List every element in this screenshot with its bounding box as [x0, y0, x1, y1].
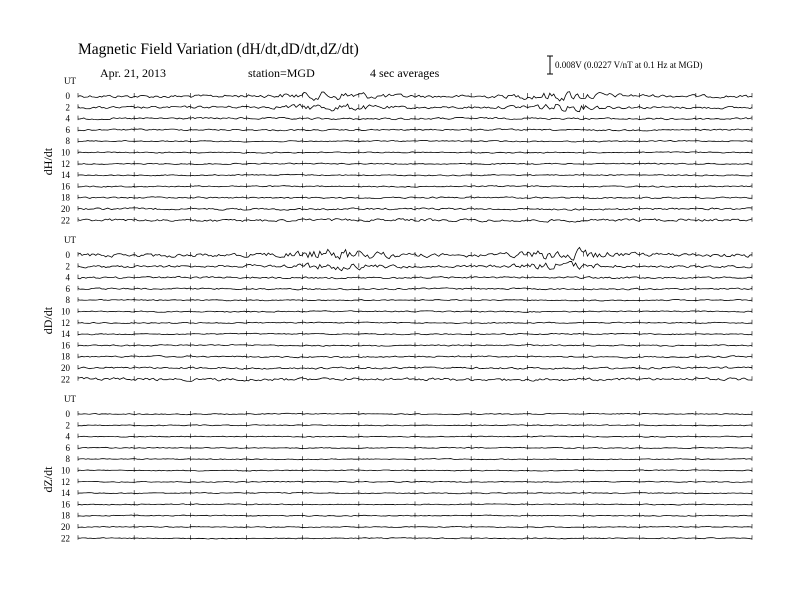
- row-hour-label: 14: [61, 170, 70, 181]
- trace-row: [66, 91, 753, 101]
- row-hour-label: 2: [65, 261, 70, 272]
- row-hour-label: 14: [61, 488, 70, 499]
- trace-row: [61, 159, 752, 169]
- row-hour-label: 12: [61, 317, 70, 328]
- trace-row: [61, 488, 752, 498]
- trace-row: [66, 284, 753, 294]
- row-hour-label: 18: [61, 351, 70, 362]
- trace-row: [66, 432, 753, 442]
- row-hour-label: 0: [65, 250, 70, 260]
- y-axis-label: dD/dt: [41, 306, 55, 335]
- scale-label: 0.008V (0.0227 V/nT at 0.1 Hz at MGD): [555, 60, 703, 70]
- panel-dz-dt: [41, 394, 752, 543]
- trace-row: [61, 215, 752, 225]
- row-hour-label: 4: [65, 113, 70, 124]
- row-hour-label: 18: [61, 510, 70, 521]
- trace-row: [61, 181, 752, 191]
- row-hour-label: 22: [61, 374, 70, 385]
- row-hour-label: 10: [61, 147, 70, 158]
- trace-row: [61, 466, 752, 476]
- trace-row: [61, 204, 752, 214]
- trace-row: [66, 295, 753, 305]
- row-hour-label: 2: [65, 420, 70, 431]
- panel-dh-dt: [41, 76, 752, 225]
- trace-row: [61, 307, 752, 317]
- field-trace: [78, 247, 752, 260]
- scale-bar: [547, 56, 553, 74]
- trace-row: [66, 247, 753, 260]
- row-hour-label: 20: [61, 522, 70, 532]
- row-hour-label: 4: [65, 431, 70, 442]
- trace-row: [66, 409, 753, 419]
- trace-row: [61, 340, 752, 350]
- trace-row: [61, 329, 752, 339]
- row-hour-label: 16: [61, 499, 70, 510]
- trace-row: [66, 136, 753, 146]
- row-hour-label: 4: [65, 272, 70, 283]
- row-hour-label: 0: [65, 91, 70, 101]
- trace-row: [66, 443, 753, 453]
- y-axis-label: dH/dt: [41, 147, 55, 176]
- row-hour-label: 6: [65, 442, 70, 453]
- trace-row: [61, 193, 752, 203]
- trace-row: [61, 533, 752, 543]
- date-label: Apr. 21, 2013: [100, 66, 166, 80]
- row-hour-label: 16: [61, 340, 70, 351]
- row-hour-label: 8: [65, 295, 70, 306]
- y-axis-label: dZ/dt: [41, 466, 55, 493]
- row-hour-label: 10: [61, 306, 70, 317]
- row-hour-label: 10: [61, 465, 70, 476]
- ut-axis-label: UT: [64, 235, 76, 245]
- trace-row: [66, 454, 753, 464]
- row-hour-label: 6: [65, 283, 70, 294]
- row-hour-label: 18: [61, 192, 70, 203]
- row-hour-label: 8: [65, 454, 70, 465]
- row-hour-label: 22: [61, 215, 70, 226]
- ut-axis-label: UT: [64, 394, 76, 404]
- trace-row: [66, 114, 753, 124]
- chart-title: Magnetic Field Variation (dH/dt,dD/dt,dZ/dt): [78, 41, 359, 58]
- ut-axis-label: UT: [64, 76, 76, 86]
- row-hour-label: 14: [61, 329, 70, 340]
- trace-row: [61, 374, 752, 384]
- trace-row: [61, 170, 752, 180]
- field-trace: [78, 261, 752, 270]
- trace-row: [61, 522, 752, 532]
- trace-row: [66, 420, 753, 430]
- row-hour-label: 2: [65, 102, 70, 113]
- trace-row: [61, 363, 752, 373]
- row-hour-label: 20: [61, 363, 70, 373]
- row-hour-label: 22: [61, 533, 70, 544]
- row-hour-label: 16: [61, 181, 70, 192]
- row-hour-label: 6: [65, 124, 70, 135]
- trace-row: [61, 477, 752, 487]
- panel-dd-dt: [41, 235, 752, 384]
- trace-row: [66, 273, 753, 283]
- row-hour-label: 8: [65, 136, 70, 147]
- trace-row: [66, 102, 753, 112]
- averaging-label: 4 sec averages: [370, 66, 440, 80]
- trace-row: [61, 499, 752, 509]
- row-hour-label: 12: [61, 476, 70, 487]
- row-hour-label: 12: [61, 158, 70, 169]
- row-hour-label: 20: [61, 204, 70, 214]
- trace-row: [66, 261, 753, 271]
- row-hour-label: 0: [65, 409, 70, 419]
- trace-row: [61, 148, 752, 158]
- trace-row: [61, 318, 752, 328]
- trace-row: [66, 125, 753, 135]
- trace-row: [61, 511, 752, 521]
- trace-row: [61, 352, 752, 362]
- station-label: station=MGD: [248, 66, 315, 80]
